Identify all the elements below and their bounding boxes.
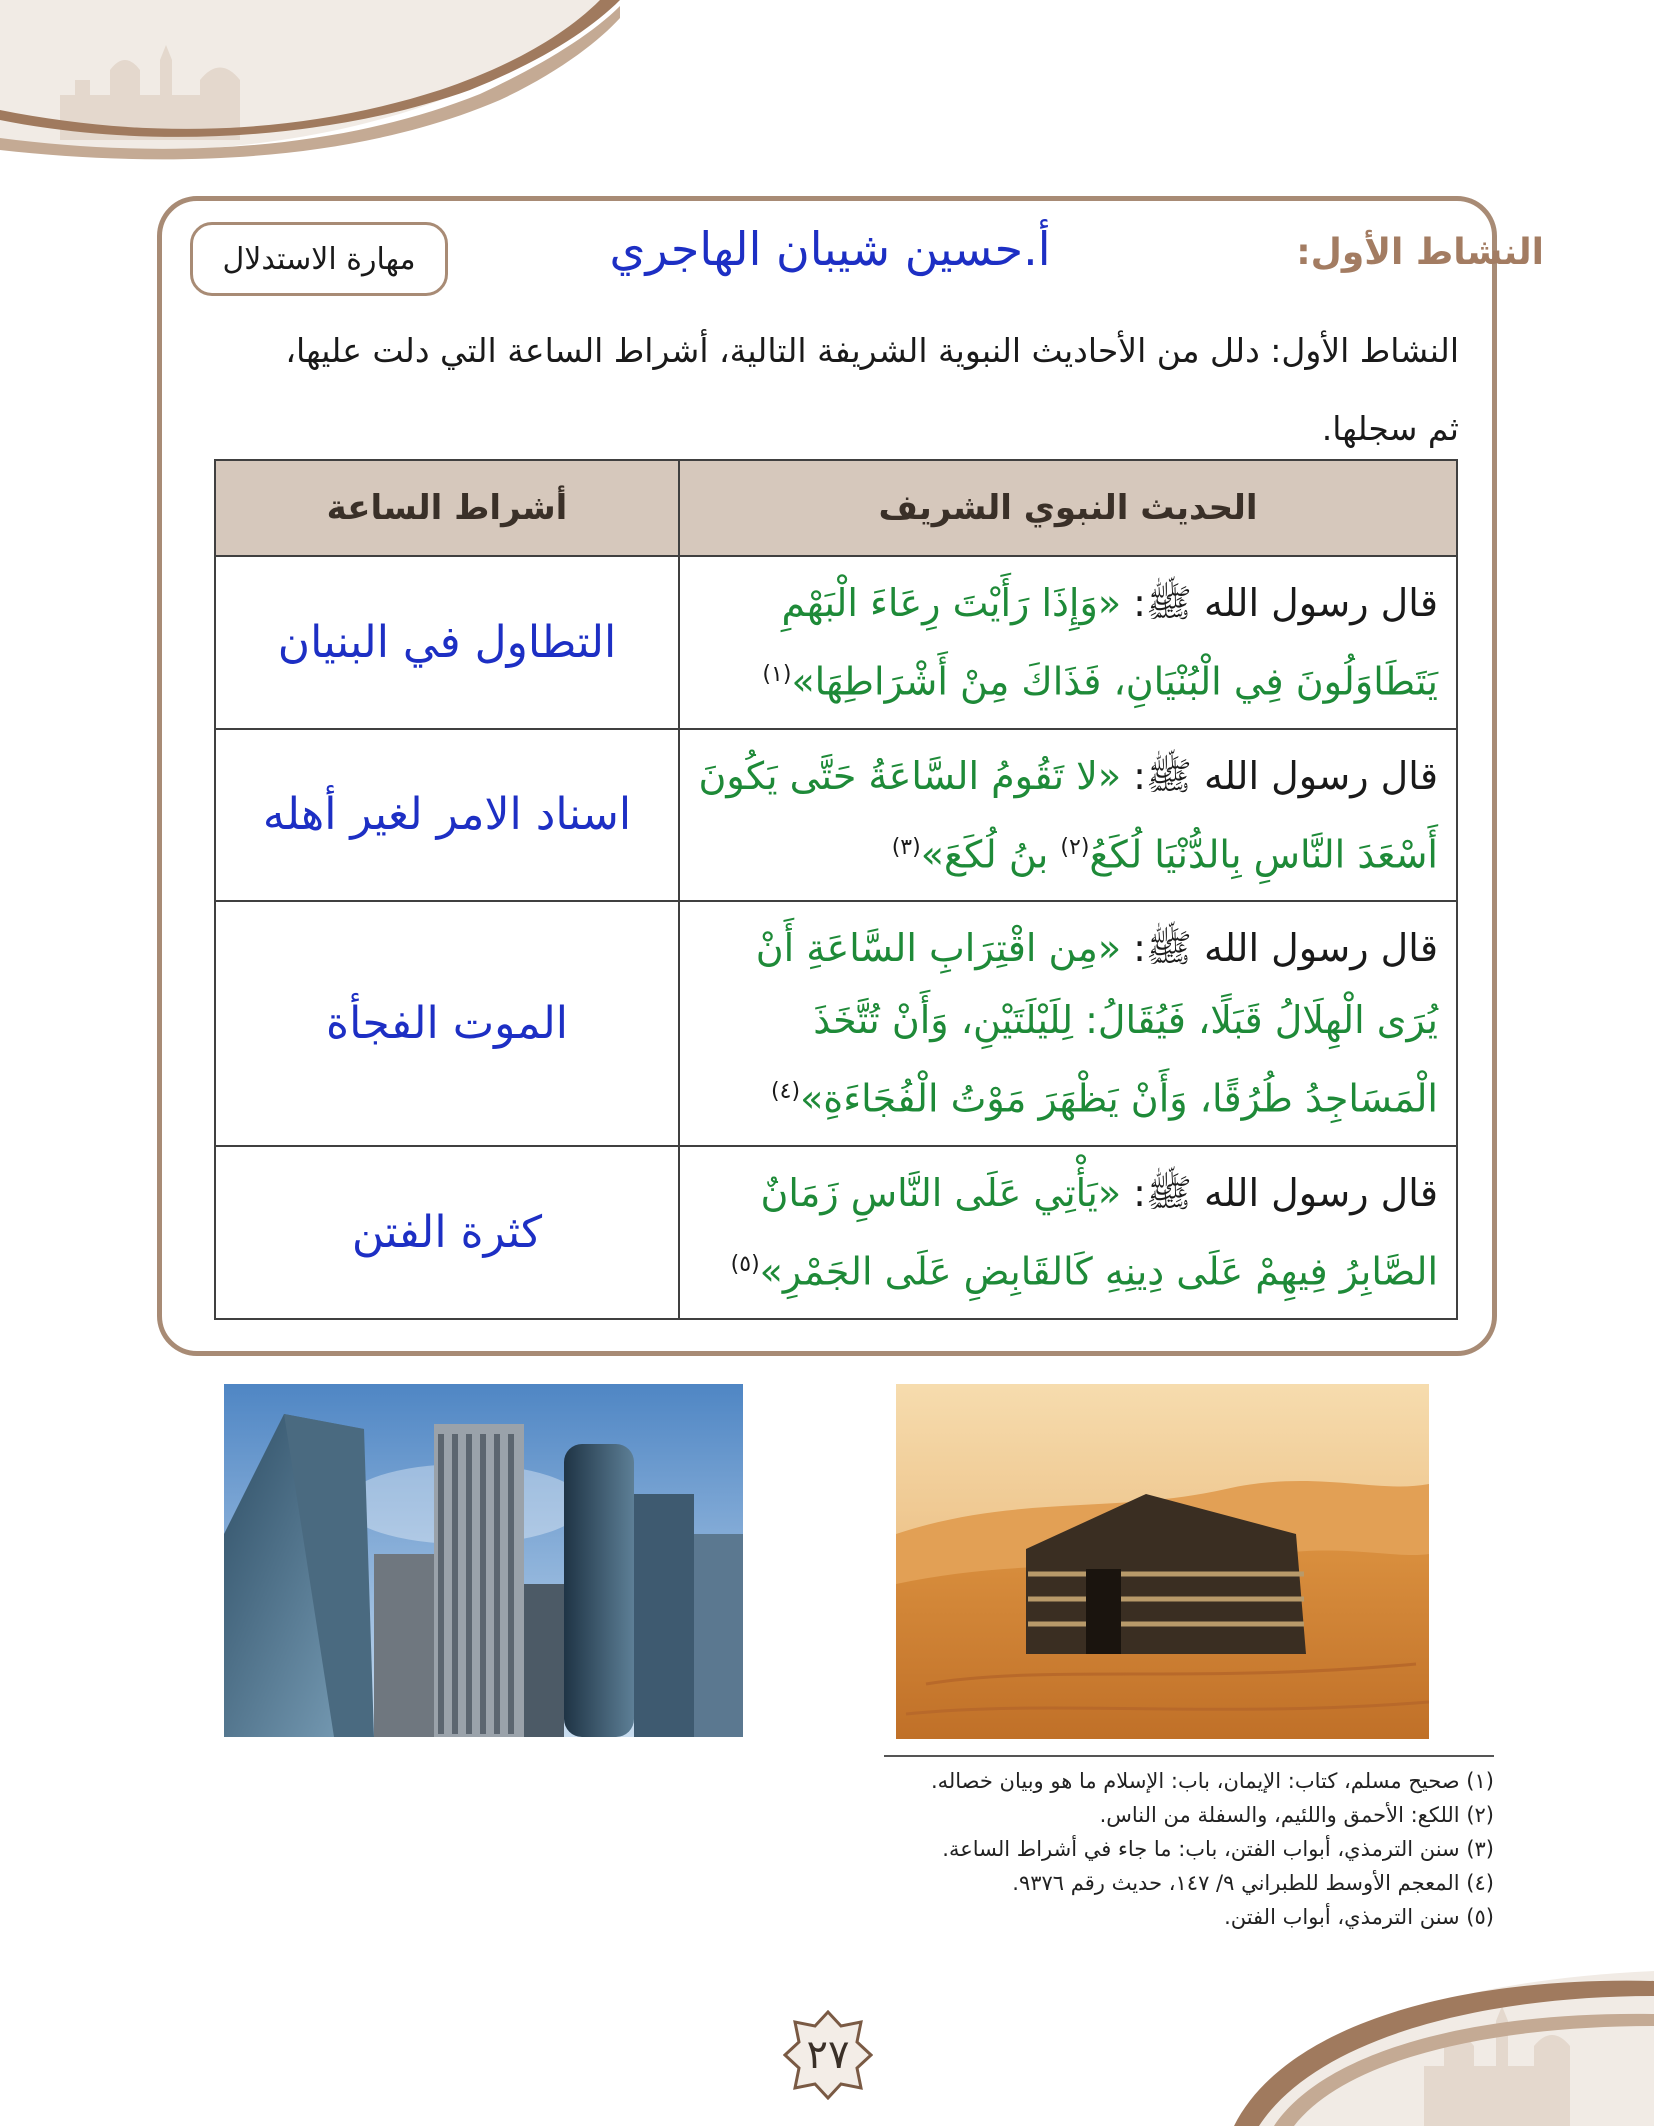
footnote-2: (٢) اللكع: الأحمق واللئيم، والسفلة من الناس.	[1099, 1803, 1494, 1827]
column-header-sign: أشراط الساعة	[215, 460, 679, 556]
sign-answer: كثرة الفتن	[215, 1146, 679, 1319]
hadith-quote: «لا تَقُومُ السَّاعَةُ حَتَّى يَكُونَ أَسْعَدَ النَّاسِ بِالدُّنْيَا لُكَعُ	[698, 753, 1438, 877]
bottom-decoration	[1234, 1926, 1654, 2126]
hadith-cell	[679, 901, 1457, 1146]
footnote-5: (٥) سنن الترمذي، أبواب الفتن.	[1224, 1905, 1494, 1929]
footnote-ref: (٥)	[730, 1251, 760, 1277]
page-number-badge	[783, 2010, 873, 2100]
hadith-quote: «يَأْتِي عَلَى النَّاسِ زَمَانٌ الصَّابِرُ فِيهِمْ عَلَى دِينِهِ كَالقَابِضِ عَلَى الجَمْرِ»	[759, 1170, 1438, 1294]
footnote-ref: (٤)	[771, 1079, 801, 1105]
hadith-cell	[679, 556, 1457, 729]
hadith-intro: قال رسول الله ﷺ:	[1121, 1170, 1438, 1215]
sign-answer: الموت الفجأة	[215, 901, 679, 1146]
sign-answer: اسناد الامر لغير أهله	[215, 729, 679, 902]
table-row	[215, 556, 1457, 729]
footnote-ref: (١)	[762, 662, 792, 687]
footnote-divider	[884, 1755, 1494, 1757]
hadith-intro: قال رسول الله ﷺ:	[1121, 926, 1438, 971]
instruction-text	[200, 312, 1459, 468]
column-header-hadith: الحديث النبوي الشريف	[679, 460, 1457, 556]
hadith-cell	[679, 1146, 1457, 1319]
top-decoration	[0, 0, 620, 170]
hadith-table	[214, 459, 1458, 1320]
activity-label: النشاط الأول:	[1296, 232, 1544, 273]
hadith-cell	[679, 729, 1457, 902]
hadith-quote: «وَإِذَا رَأَيْتَ رِعَاءَ الْبَهْمِ يَتَطَاوَلُونَ فِي الْبُنْيَانِ، فَذَاكَ مِنْ أَشْرَاطِهَا»	[781, 581, 1438, 704]
page-number: ٢٧	[806, 2032, 850, 2078]
hadith-intro: قال رسول الله ﷺ:	[1121, 581, 1438, 625]
instruction-line-2: ثم سجلها.	[1321, 409, 1459, 448]
skyscrapers-image	[224, 1384, 743, 1737]
sign-answer: التطاول في البنيان	[215, 556, 679, 729]
footnote-3: (٣) سنن الترمذي، أبواب الفتن، باب: ما جاء في أشراط الساعة.	[942, 1837, 1494, 1861]
table-row	[215, 901, 1457, 1146]
footnote-1: (١) صحيح مسلم، كتاب: الإيمان، باب: الإسلام ما هو وبيان خصاله.	[930, 1769, 1494, 1793]
footnote-4: (٤) المعجم الأوسط للطبراني ٩/ ١٤٧، حديث رقم ٩٣٧٦.	[1012, 1871, 1494, 1895]
skill-badge: مهارة الاستدلال	[190, 222, 448, 296]
table-row	[215, 1146, 1457, 1319]
author-name: أ.حسين شيبان الهاجري	[609, 222, 1051, 276]
footnote-ref: (٣)	[891, 834, 921, 860]
table-header-row	[215, 460, 1457, 556]
hadith-intro: قال رسول الله ﷺ:	[1121, 753, 1438, 798]
hadith-quote-tail: بنُ لُكَعَ»	[920, 832, 1061, 877]
desert-tent-image	[896, 1384, 1429, 1739]
hadith-quote: «مِن اقْتِرَابِ السَّاعَةِ أَنْ يُرَى الْهِلَالُ قَبَلًا، فَيُقَالُ: لِلَيْلَتَيْنِ، وَأَنْ تُتَّخَذَ الْمَسَاجِدُ طُرُقًا، وَأَنْ يَظْهَرَ مَوْتُ الْفُجَاءَةِ»	[755, 926, 1438, 1121]
instruction-line-1: النشاط الأول: دلل من الأحاديث النبوية الشريفة التالية، أشراط الساعة التي دلت عليها،	[285, 331, 1459, 370]
table-row	[215, 729, 1457, 902]
footnotes	[594, 1764, 1494, 1934]
footnote-ref: (٢)	[1060, 834, 1090, 860]
